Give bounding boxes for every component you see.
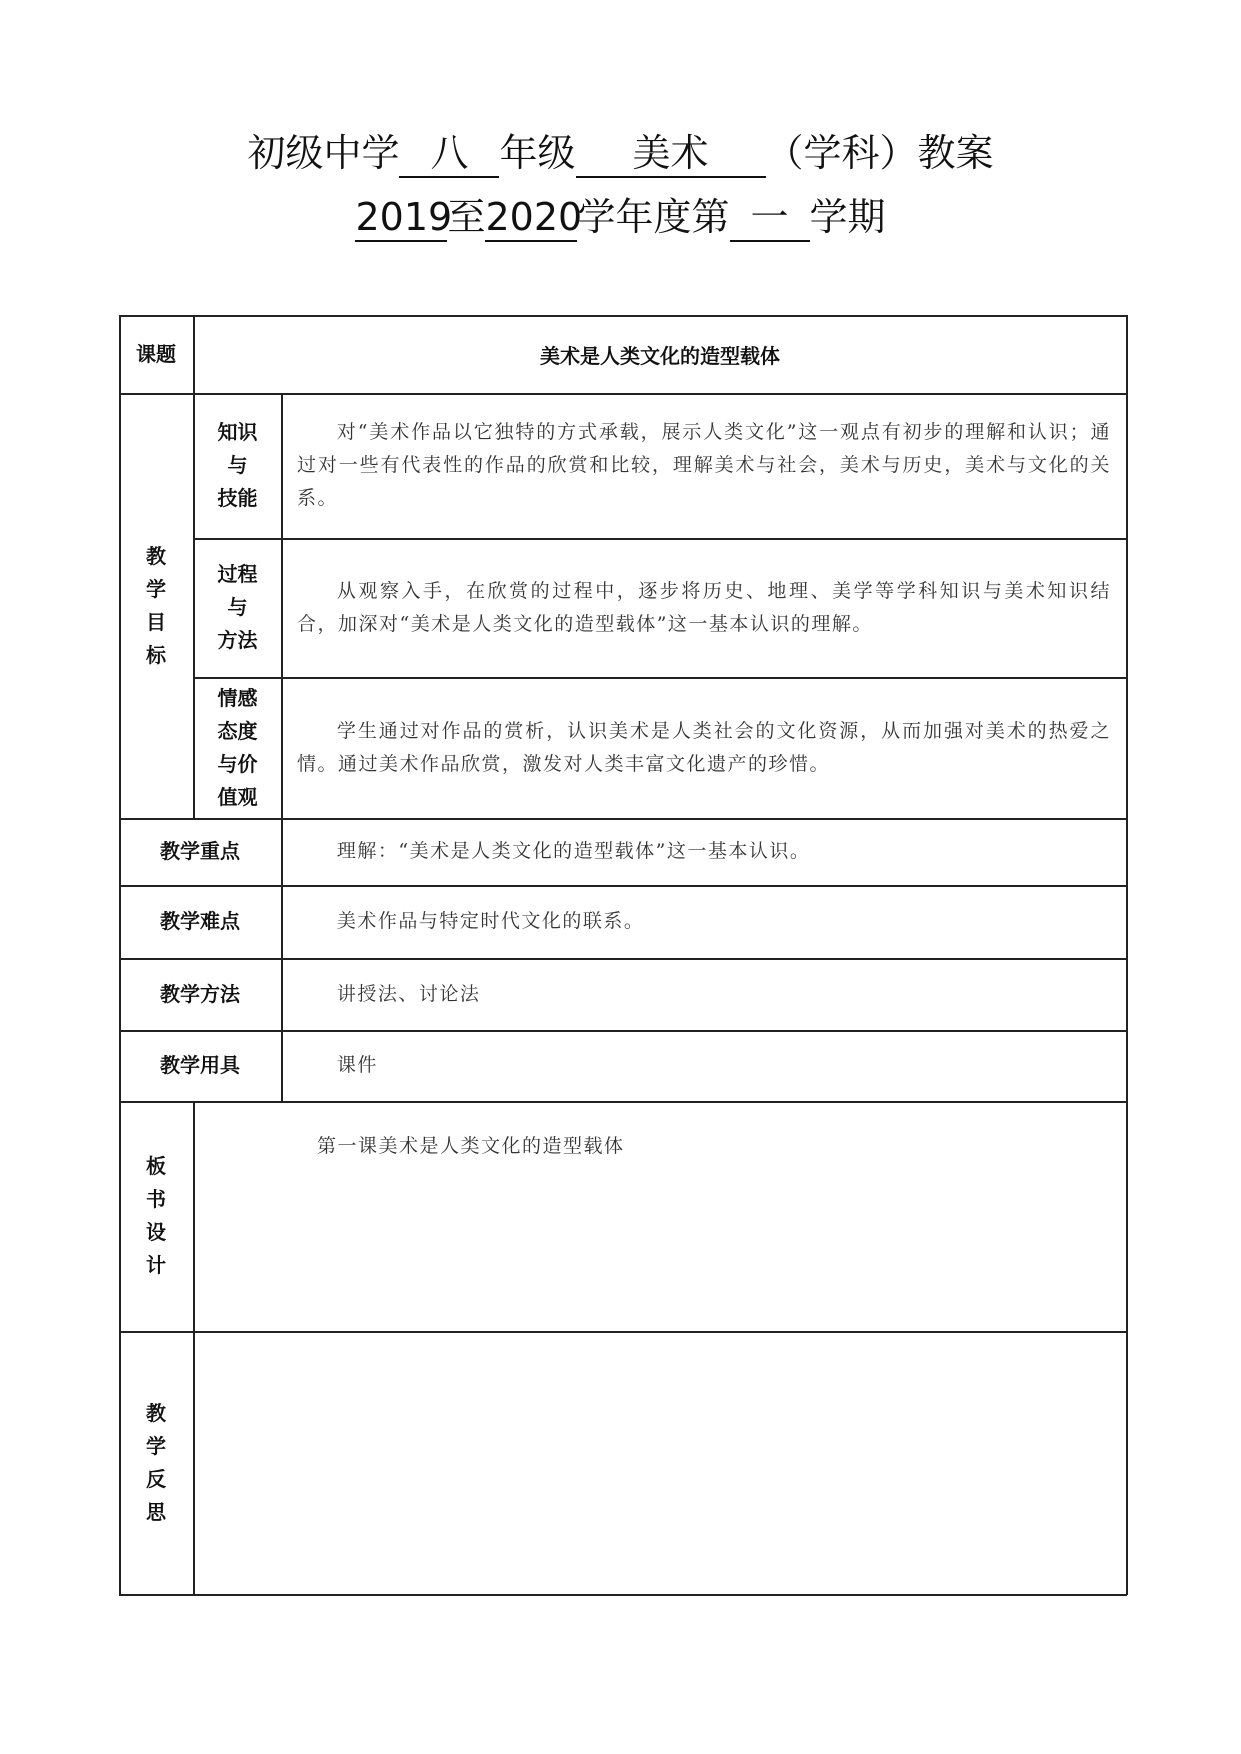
end-year-field: 2020: [485, 198, 577, 242]
grade-suffix: 年级: [499, 131, 576, 175]
goals-label-cell: [119, 393, 193, 818]
subject-field: 美术: [576, 134, 766, 178]
row-divider: [119, 1331, 1127, 1333]
goal-attitude-label: 情感 态度 与价 值观: [217, 685, 258, 809]
goals-label: 教学目标: [146, 543, 166, 667]
topic-value: 美术是人类文化的造型载体: [540, 343, 780, 368]
tools-text: 课件: [336, 1054, 378, 1076]
key-point-text: 理解：“美术是人类文化的造型载体”这一基本认识。: [336, 840, 811, 862]
goal-knowledge-text: 对“美术作品以它独特的方式承载，展示人类文化”这一观点有初步的理解和认识；通过对一些有代表性的作品的欣赏和比较，理解美术与社会，美术与历史，美术与文化的关系。: [297, 421, 1111, 509]
goal-process-text: 从观察入手，在欣赏的过程中，逐步将历史、地理、美学等学科知识与美术知识结合，加深对“美术是人类文化的造型载体”这一基本认识的理解。: [297, 580, 1111, 635]
difficulty-text: 美术作品与特定时代文化的联系。: [336, 910, 645, 932]
lesson-plan-table: [119, 315, 1127, 1595]
to-word: 至: [447, 195, 486, 239]
reflection-label-cell: [119, 1331, 193, 1594]
title-suffix: （学科）教案: [765, 131, 994, 175]
difficulty-label: 教学难点: [160, 909, 240, 933]
title-prefix: 初级中学: [247, 131, 400, 175]
reflection-label: 教学反思: [146, 1400, 166, 1524]
term-suffix: 学期: [809, 195, 886, 239]
col-divider: [281, 393, 283, 1101]
method-label: 教学方法: [160, 981, 240, 1006]
board-label-cell: [119, 1101, 193, 1331]
goal-knowledge-label: 知识 与 技能: [217, 420, 258, 510]
topic-value-cell: [194, 315, 1126, 393]
term-field: 一: [730, 198, 810, 242]
tools-label: 教学用具: [160, 1053, 240, 1077]
document-subtitle: [0, 195, 1241, 242]
method-text: 讲授法、讨论法: [336, 983, 481, 1005]
year-term-text: 学年度第: [577, 195, 730, 239]
table-border-right: [1126, 315, 1128, 1595]
col-divider: [193, 1101, 195, 1595]
row-divider: [194, 538, 1127, 540]
row-divider: [194, 677, 1127, 679]
table-border-bottom: [119, 1594, 1127, 1596]
goal-process-label: 过程 与 方法: [217, 562, 258, 652]
topic-label: 课题: [136, 341, 176, 366]
board-label: 板书设计: [146, 1154, 166, 1277]
board-text: 第一课美术是人类文化的造型载体: [317, 1135, 625, 1157]
document-title: [0, 131, 1241, 178]
row-divider: [119, 1101, 1127, 1103]
start-year-field: 2019: [355, 198, 447, 242]
key-point-label: 教学重点: [160, 839, 240, 863]
grade-field: 八: [399, 134, 499, 178]
goal-attitude-text: 学生通过对作品的赏析，认识美术是人类社会的文化资源，从而加强对美术的热爱之情。通过美术作品欣赏，激发对人类丰富文化遗产的珍惜。: [297, 720, 1111, 775]
